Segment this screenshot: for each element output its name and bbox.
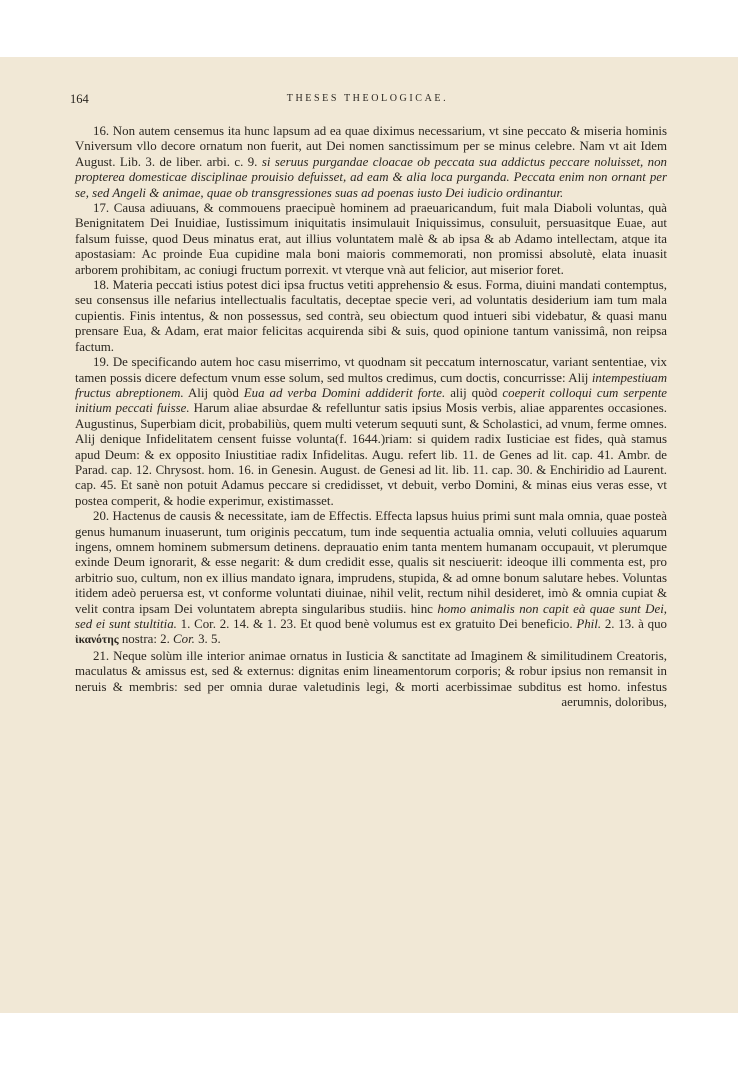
body-text [75,124,667,710]
page-header [70,92,665,110]
paragraph-text: 2. 13. à quo [601,617,667,631]
paragraph-text: 18. Materia peccati istius potest dici ipsa fructus vetiti apprehensio & esus. Forma, diuini mandati contemptus, seu consensus ille nefarius intellectualis facultatis, deceptae specie veri, ad voluntatis desiderium iam tum mala cupientis. Finis intentus, & non possessus, sed contrà, seu obiectum quod intueri sibi videbatur, & quasi manu prensare Eua, & Adam, erat maior felicitas acquirenda sibi & suis, quod opinione tantum vanissimâ, non reipsa factum. [75,278,667,354]
paragraph-text: 19. De specificando autem hoc casu miserrimo, vt quodnam sit peccatum internoscatur, variant sententiae, vix tamen possis dicere defectum vnum esse solum, sed multos credimus, cum doctis, concurrisse: Alij [75,355,667,385]
greek-word: ἱκανότης [75,634,119,647]
paragraph-text: 3. 5. [194,632,221,647]
paragraph [75,124,667,201]
italic-quotation: intempestiuam fructus abreptionem. [75,370,667,400]
italic-quotation: homo animalis non capit eà quae sunt Dei, sed ei sunt stultitia. [75,601,667,631]
italic-quotation: Eua ad verba Domini addiderit forte. [243,385,446,400]
paragraph-text: nostra: 2. [118,632,174,647]
paragraph-text: 16. Non autem censemus ita hunc lapsum ad ea quae diximus necessarium, vt sine peccato & miseria hominis Vniversum vllo decore ornatum non fuerit, aut Dei nomen sanctissimum per se minus celebre. Nam vt ait Idem August. Lib. 3. de liber. arbi. c. 9. [75,124,667,169]
paragraph-text: alij quòd [445,385,503,400]
italic-quotation: coeperit colloqui cum serpente initium peccati fuisse. [75,385,668,416]
italic-quotation: Cor. [173,632,195,647]
paragraph-text: 21. Neque solùm ille interior animae ornatus in Iusticia & sanctitate ad Imaginem & similitudinem Creatoris, maculatus & amissus est, sed & externus: dignitas enim lineamentorum corporis; & robur ipsius non remansit in neruis & membris: sed per omnia durae valetudinis legi, & morti acerbissimae subditus est homo. infestus aerumnis, doloribus, [75,648,667,710]
italic-quotation: si seruus purgandae cloacae ob peccata sua addictus peccare noluisset, non propterea domesticae disciplinae prouisio defuisset, ad eam & alia loca purganda. Peccata enim non ornant per se, sed Angeli & animae, quae ob transgressiones suas ad poenas iusto Dei iudicio ordinantur. [75,154,668,200]
paragraph [75,201,667,278]
page-number: 164 [70,92,89,106]
paragraph-text: 17. Causa adiuuans, & commouens praecipuè hominem ad praeuaricandum, fuit mala Diaboli voluntas, quà Benignitatem Dei Inuidiae, Iustissimum iniquitatis insimulauit Iniquissimus, consuluit, persuasitque Euae, aut falsum fuisse, quod Deus minatus erat, aut illius voluntatem malè & ab ipsa & ab Adamo intellectam, atque ita apostasiam: Ac proinde Eua cupidine mala boni maioris commemorati, non promissi absolutè, elata inuasit arborem prohibitam, ac coniugi fructum porrexit. vt vterque vnà aut felicior, aut miserior foret. [75,201,667,277]
italic-quotation: Phil. [576,617,602,631]
paragraph [75,278,667,355]
paragraph-text: Alij quòd [183,385,244,400]
paragraph [75,509,667,649]
book-page [0,57,738,1013]
running-title: THESES THEOLOGICAE. [286,93,449,104]
paragraph-text: 20. Hactenus de causis & necessitate, iam de Effectis. Effecta lapsus huius primi sunt mala omnia, quae posteà genus humanum inuaserunt, tum originis peccatum, tum inde sequentia actualia omnia, veluti colluuies aquarum ingens, omnem hominem submersum detinens. deprauatio enim tanta mentem humanam occupauit, vt plerumque exinde Deum ignorarit, & esse negarit: & dum credidit esse, qualis sit nesciuerit: ideoque illi commenta est, pro arbitrio suo, cultum, non ex illius mandato ignara, imprudens, stupida, & ad omne bonum salutare hebes. Voluntas itidem adeò peruersa est, vt conforme voluntati diuinae, nihil velit, rectum nihil desideret, imò & omnia cupiat & velit contra ipsam Dei voluntatem abrepta singularibus studiis. hinc [75,509,667,616]
paragraph-text: Harum aliae absurdae & refelluntur satis ipsius Mosis verbis, aliae apparentes occasiones. Augustinus, Superbiam dicit, probabiliùs, quem multi veterum sequuti sunt, & Scholastici, ad vnum, ferme omnes. Alij denique Infidelitatem censent fuisse volunta(f. 1644.)riam: si quidem radix Iusticiae est fides, quà stamus apud Deum: & ex opposito Iniustitiae radix Infidelitas. Augu. refert lib. 11. de Genes ad lit. cap. 41. Ambr. de Parad. cap. 12. Chrysost. hom. 16. in Genesin. August. de Genesi ad lit. lib. 11. cap. 30. & Enchiridio ad Laurent. cap. 45. Et sanè non potuit Adamus peccare si credidisset, vt debuit, verbo Domini, & minas eius veras esse, vt postea comperit, & hodie experimur, existimasset. [75,401,667,508]
paragraph [75,355,667,509]
paragraph-text: 1. Cor. 2. 14. & 1. 23. Et quod benè volumus est ex gratuito Dei beneficio. [176,617,577,631]
paragraph [75,649,667,711]
